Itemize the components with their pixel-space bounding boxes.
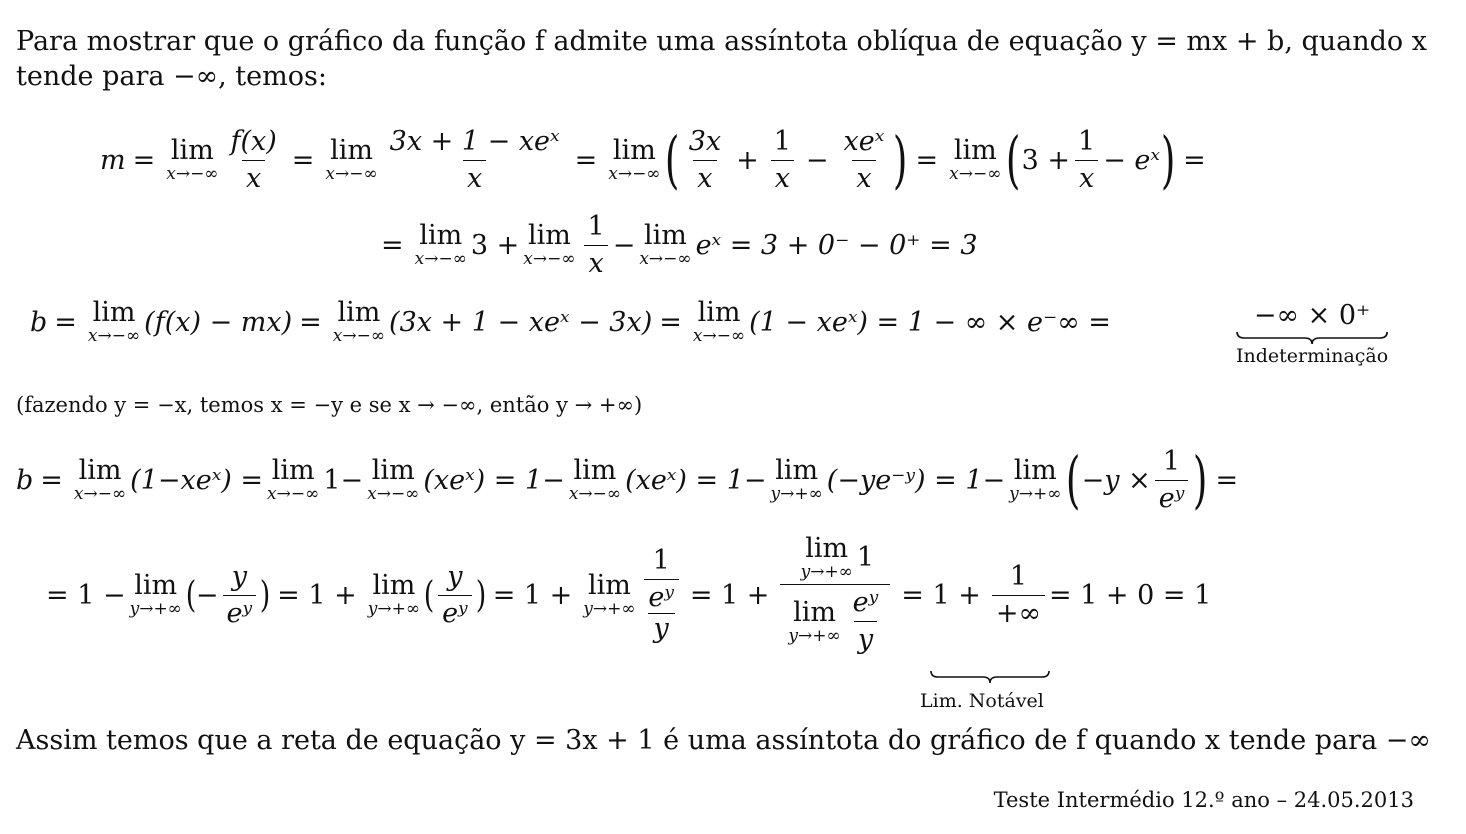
fraction: $\frac{1}{+\infty}$	[992, 562, 1045, 629]
limit-operator: lim x→−∞	[325, 135, 378, 184]
limit-operator: lim y→+∞	[583, 570, 636, 619]
equation-b: b = lim x→−∞ (f(x) − mx) = lim x→−∞ (3x + 1 − xeˣ − 3x) = lim x→−∞ (1 − xeˣ) = 1 − ∞ × e⁻∞ =	[30, 297, 1111, 346]
limit-operator: lim x→−∞	[166, 135, 219, 184]
limit-operator: lim x→−∞	[568, 455, 622, 504]
limit-operator: lim x→−∞	[367, 455, 420, 504]
b-symbol: b	[30, 306, 48, 338]
fraction: $\frac{\text{xeˣ}}{x}$	[843, 125, 885, 194]
limit-operator: lim x→−∞	[608, 135, 661, 184]
intro-line-2: tende para −∞, temos:	[16, 61, 327, 92]
limit-quotient: lim y→+∞ 1 lim y→+∞ $\frac{\text{eʸ}}{y}$	[780, 535, 890, 655]
limit-operator: lim y→+∞	[367, 570, 421, 619]
fraction: $\frac{1}{\text{eʸ}}$	[1155, 447, 1189, 514]
fraction: $\frac{1}{x}$	[1074, 127, 1099, 194]
compound-fraction: 1 eʸ y	[644, 546, 679, 644]
limit-operator: lim x→−∞	[949, 135, 1002, 184]
limit-operator: lim y→+∞	[1009, 455, 1062, 504]
underbrace-icon	[1236, 331, 1388, 345]
equation-b-final: = 1 − lim y→+∞ ( − $\frac{y}{\text{eʸ}}$ ) = 1 + lim y→+∞ ( $\frac{y}{\text{eʸ}}$ ) = 1 + lim y→+∞ 1 eʸ y = 1 + lim y→+∞ 1 lim y→+∞ $\frac{\text{eʸ}}{y}$ = 1 + $\frac{1}{+\infty}$ = 1 + 0 = 1	[46, 533, 1212, 655]
substitution-note: (fazendo y = −x, temos x = −y e se x → −∞, então y → +∞)	[16, 393, 643, 417]
limit-operator: lim y→+∞	[770, 455, 823, 504]
fraction: $\frac{\text{eʸ}}{y}$	[852, 587, 879, 655]
m-symbol: m	[100, 144, 126, 176]
equation-m: m = lim x→−∞ $\frac{f(x)}{x}$ = lim x→−∞ $\frac{\text{3x + 1 − xeˣ}}{x}$ = lim x→−∞ ( $\frac{3x}{x}$ + $\frac{1}{x}$ − $\frac{\text{xeˣ}}{x}$ ) = lim x→−∞ ( 3 + $\frac{1}{x}$ − eˣ ) =	[100, 123, 1206, 196]
fraction: $\frac{f(x)}{x}$	[230, 125, 277, 194]
conclusion-text: Assim temos que a reta de equação y = 3x + 1 é uma assíntota do gráfico de f quando x tende para −∞	[16, 725, 1431, 756]
fraction: $\frac{\text{3x + 1 − xeˣ}}{x}$	[389, 125, 560, 194]
limit-operator: lim x→−∞	[414, 220, 467, 269]
fraction: $\frac{1}{x}$	[770, 127, 795, 194]
limit-operator: lim x→−∞	[87, 297, 141, 346]
limit-operator: lim x→−∞	[523, 220, 576, 269]
fraction: $\frac{y}{\text{eʸ}}$	[223, 562, 257, 629]
limit-operator: lim x→−∞	[639, 220, 692, 269]
source-footer: Teste Intermédio 12.º ano – 24.05.2013	[993, 788, 1414, 812]
limit-operator: lim y→+∞	[788, 596, 841, 646]
fraction: $\frac{3x}{x}$	[688, 125, 722, 194]
fraction: $\frac{y}{\text{eʸ}}$	[438, 562, 472, 629]
limit-operator: lim x→−∞	[692, 297, 746, 346]
equation-b-substitution: b = lim x→−∞ (1−xeˣ) = lim x→−∞ 1− lim x→−∞ (xeˣ) = 1− lim x→−∞ (xeˣ) = 1− lim y→+∞ (−ye⁻ʸ) = 1− lim y→+∞ ( −y × $\frac{1}{\text{eʸ}}$ ) =	[16, 443, 1239, 516]
fraction: $\frac{1}{x}$	[584, 212, 609, 279]
intro-line-1: Para mostrar que o gráfico da função f admite uma assíntota oblíqua de equação y = mx + b, quando x	[16, 26, 1427, 57]
notable-limit-label: Lim. Notável	[920, 690, 1044, 712]
underbrace-indeterminacy: −∞ × 0⁺ Indeterminação	[1236, 300, 1389, 367]
limit-operator: lim x→−∞	[267, 455, 320, 504]
underbrace-notable-limit	[784, 588, 886, 655]
underbrace-icon	[930, 670, 1050, 684]
limit-operator: lim y→+∞	[800, 533, 853, 582]
intro-text	[16, 24, 1446, 94]
indeterminacy-label: Indeterminação	[1236, 345, 1389, 367]
equation-m-continuation: = lim x→−∞ 3 + lim x→−∞ $\frac{1}{x}$ − lim x→−∞ eˣ = 3 + 0⁻ − 0⁺ = 3	[381, 210, 978, 279]
limit-operator: lim y→+∞	[129, 570, 182, 619]
limit-operator: lim x→−∞	[73, 455, 127, 504]
limit-operator: lim x→−∞	[332, 297, 386, 346]
